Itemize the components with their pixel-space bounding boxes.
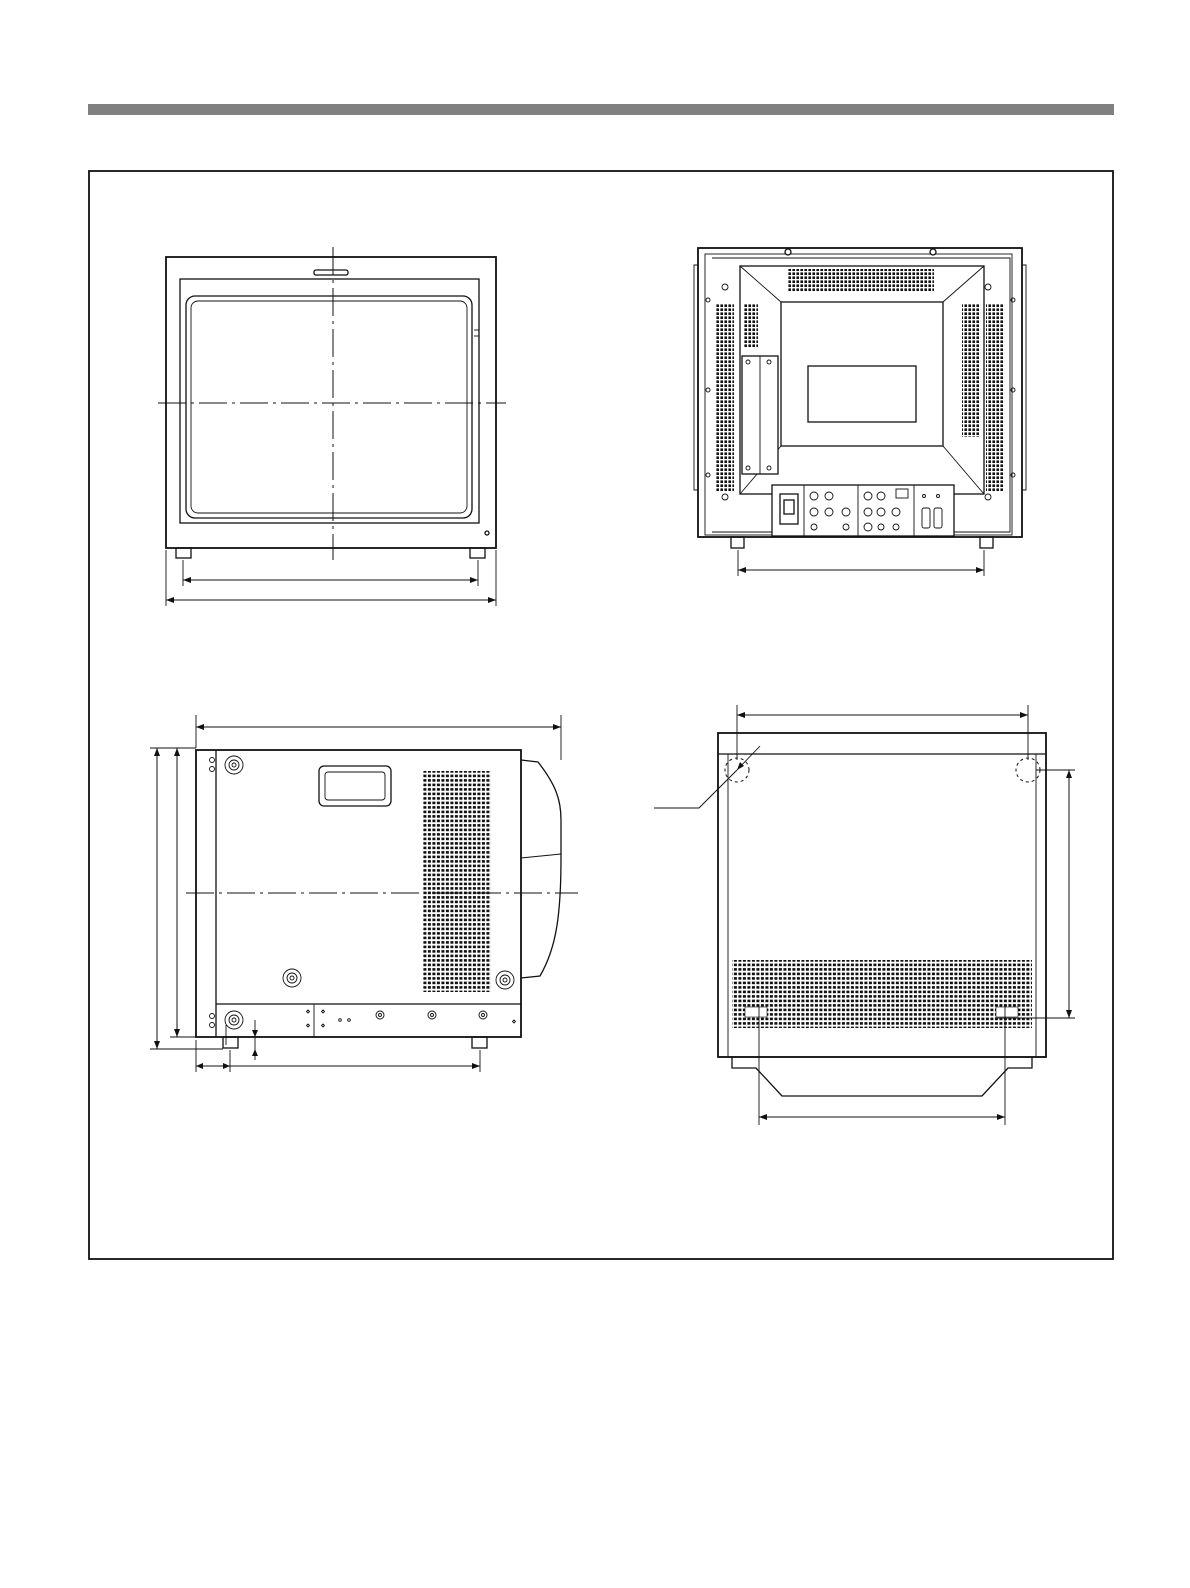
side-view	[150, 715, 578, 1072]
rear-view	[694, 248, 1026, 576]
side-dim-depth	[196, 715, 561, 760]
rear-dim-feet	[738, 550, 984, 576]
front-dim-feet	[183, 560, 478, 586]
top-view	[654, 705, 1075, 1125]
header-bar	[88, 104, 1114, 115]
side-dim-height	[150, 748, 223, 1049]
top-leader	[654, 746, 760, 808]
front-view	[158, 247, 506, 606]
front-dim-width	[166, 550, 496, 606]
